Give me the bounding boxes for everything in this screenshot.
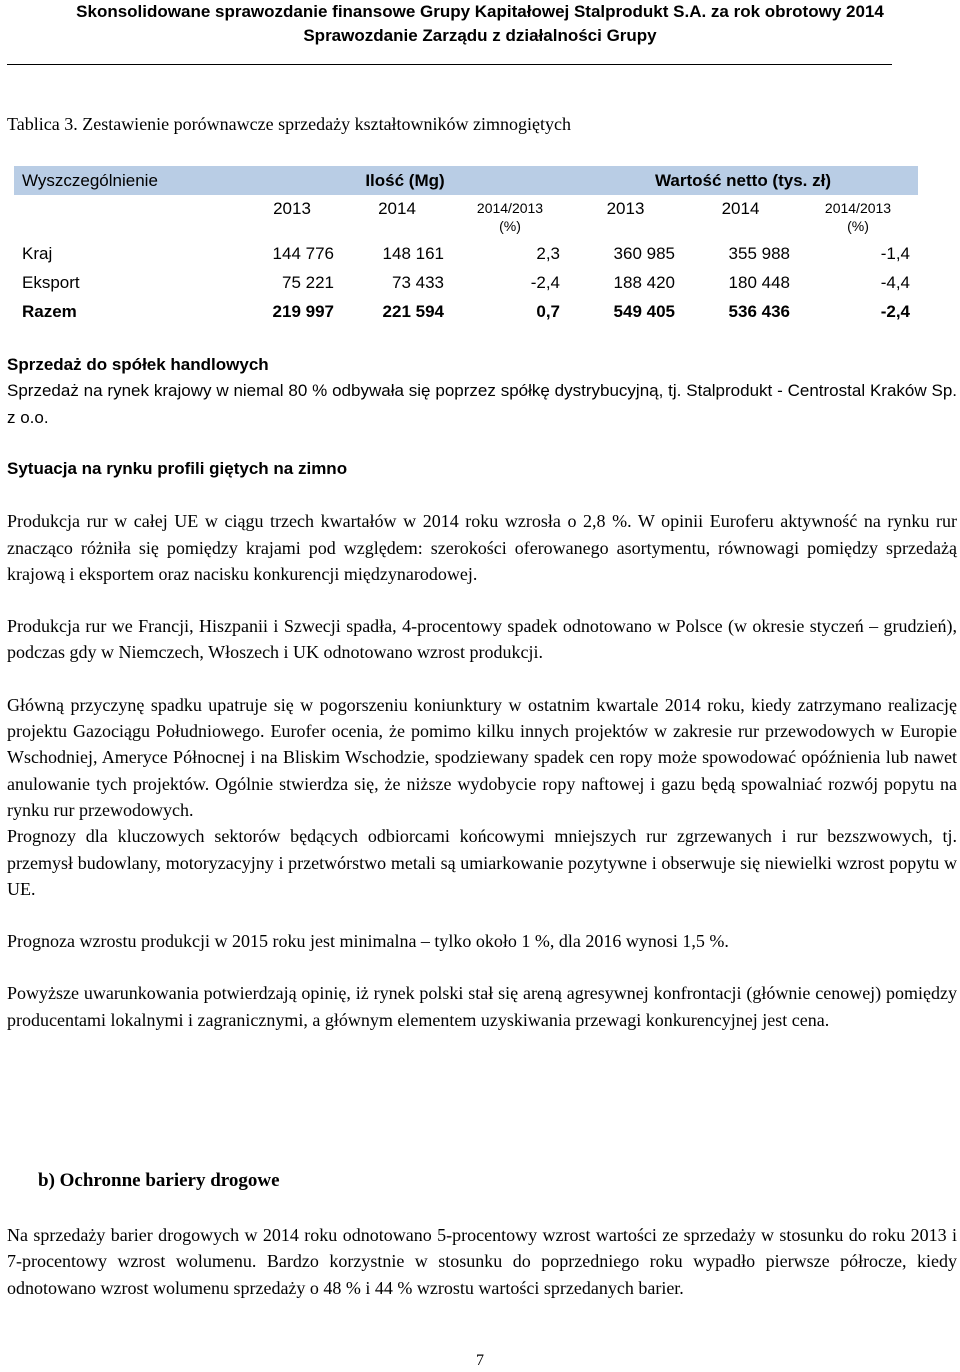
paragraph: Powyższe uwarunkowania potwierdzają opinię, iż rynek polski stał się areną agresywnej konfrontacji (głównie cenowej) pomiędzy producentami lokalnymi i zagranicznymi, a głównym elementem uzyskiwania przewagi konkurencyjnej jest cena.	[7, 983, 957, 1030]
year-2013-header: 2013	[273, 199, 311, 218]
paragraph: Sprzedaż na rynek krajowy w niemal 80 % odbywała się poprzez spółkę dystrybucyjną, tj. Stalprodukt - Centrostal Kraków Sp. z o.o.	[7, 381, 957, 427]
section-heading-barriers: b) Ochronne bariery drogowe	[38, 1170, 280, 1191]
header-divider	[7, 64, 892, 65]
ratio-header: 2014/2013 (%)	[476, 200, 544, 234]
section-heading: Sytuacja na rynku profili giętych na zimno	[7, 459, 348, 478]
ratio-header: 2014/2013 (%)	[824, 200, 892, 234]
table-header-row	[14, 166, 918, 195]
table-total-row: Razem 219 997 221 594 0,7 549 405 536 436 -2,4	[22, 301, 910, 321]
year-2014-header: 2014	[378, 199, 416, 218]
year-2013-header: 2013	[606, 199, 645, 218]
value-header: Wartość netto (tys. zł)	[568, 166, 918, 195]
header-title: Skonsolidowane sprawozdanie finansowe Grupy Kapitałowej Stalprodukt S.A. za rok obrotowy 2014	[76, 2, 884, 21]
sales-table	[14, 166, 918, 326]
page-header	[0, 0, 960, 48]
paragraph: Produkcja rur we Francji, Hiszpanii i Szwecji spadła, 4-procentowy spadek odnotowano w Polsce (w okresie styczeń – grudzień), podczas gdy w Niemczech, Włoszech i UK odnotowano wzrost produkcji.	[7, 616, 957, 663]
table-subheader-row	[14, 195, 918, 239]
section-heading: Sprzedaż do spółek handlowych	[7, 355, 269, 374]
col-label-header: Wyszczególnienie	[14, 166, 242, 195]
page-number: 7	[476, 1352, 484, 1369]
table-row: Eksport 75 221 73 433 -2,4 188 420 180 448 -4,4	[22, 272, 910, 292]
quantity-header: Ilość (Mg)	[242, 166, 568, 195]
table-row: Kraj 144 776 148 161 2,3 360 985 355 988 -1,4	[22, 243, 910, 263]
paragraph: Na sprzedaży barier drogowych w 2014 roku odnotowano 5-procentowy wzrost wartości ze sprzedaży w stosunku do roku 2013 i 7-procentowy wzrost wolumenu. Bardzo korzystnie w stosunku do poprzedniego roku wypadło pierwsze półrocze, kiedy odnotowano wzrost wolumenu sprzedaży o 48 % i 44 % wzrostu wartości sprzedanych barier.	[7, 1225, 957, 1298]
section-barriers	[7, 1222, 957, 1301]
paragraph: Produkcja rur w całej UE w ciągu trzech kwartałów w 2014 roku wzrosła o 2,8 %. W opinii Euroferu aktywność na rynku rur znacząco różniła się pomiędzy krajami pod względem: szerokości oferowanego asortymentu, równowagi pomiędzy sprzedażą krajową i eksportem oraz nacisku konkurencji międzynarodowej.	[7, 511, 957, 584]
section-market	[7, 456, 957, 1033]
year-2014-header: 2014	[721, 199, 760, 218]
header-subtitle: Sprawozdanie Zarządu z działalności Grupy	[303, 26, 657, 45]
paragraph: Prognoza wzrostu produkcji w 2015 roku jest minimalna – tylko około 1 %, dla 2016 wynosi 1,5 %.	[7, 931, 729, 952]
paragraph: Prognozy dla kluczowych sektorów będących odbiorcami końcowymi mniejszych rur zgrzewanych i rur bezszwowych, tj. przemysł budowlany, motoryzacyjny i przetwórstwo metali są umiarkowanie pozytywne i obserwuje się niewielki wzrost popytu w UE.	[7, 826, 957, 899]
table-caption: Tablica 3. Zestawienie porównawcze sprzedaży kształtowników zimnogiętych	[7, 114, 572, 134]
section-sales-companies	[7, 352, 957, 431]
paragraph: Główną przyczynę spadku upatruje się w pogorszeniu koniunktury w ostatnim kwartale 2014 roku, kiedy zatrzymano realizację projektu Gazociągu Południowego. Eurofer ocenia, że pomimo kilku innych projektów w zakresie rur przewodowych w Europie Wschodniej, Ameryce Północnej i na Bliskim Wschodzie, spodziewany spadek cen ropy może spowodować opóźnienia lub nawet anulowanie tych projektów. Ogólnie stwierdza się, że niższe wydobycie ropy naftowej i gazu będą spowalniać rozwój popytu na rynku rur przewodowych.	[7, 694, 957, 820]
